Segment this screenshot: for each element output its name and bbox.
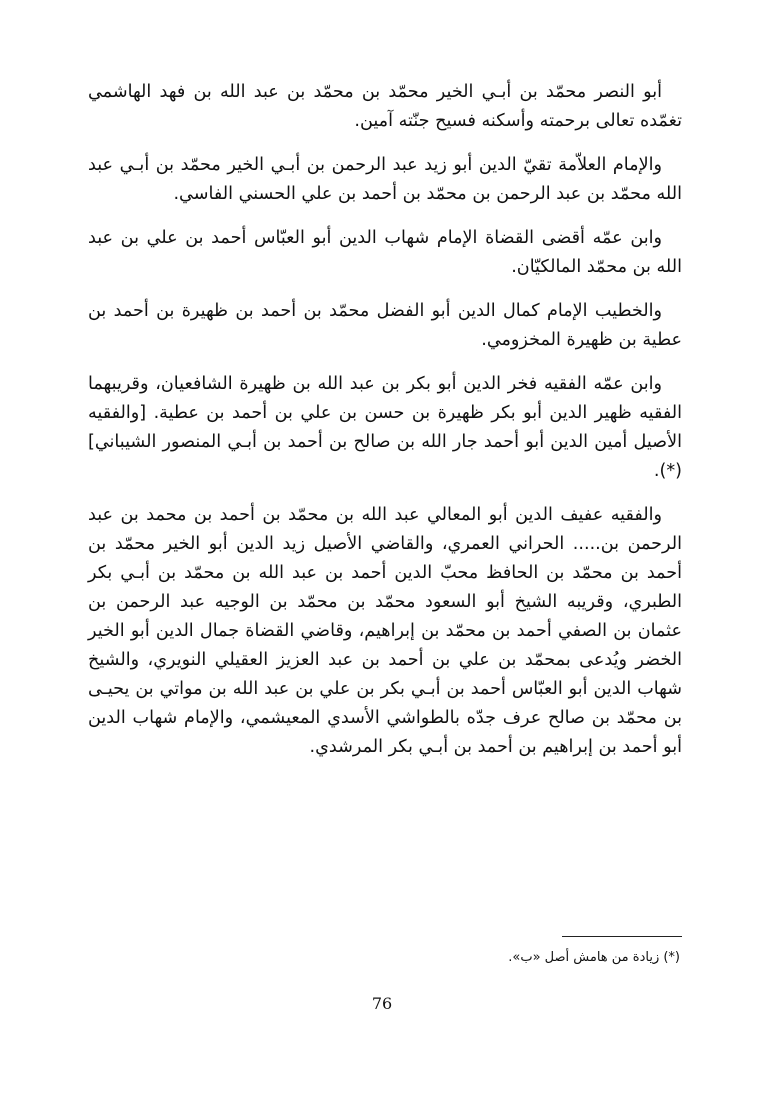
paragraph-5: وابن عمّه الفقيه فخر الدين أبو بكر بن عبد الله بن ظهيرة الشافعيان، وقريبهما الفقيه ظهير الدين أبو بكر ظهيرة بن حسن بن علي بن أحمد بن عطية. [والفقيه الأصيل أمين الدين أبو أحمد جار الله بن صالح بن أحمد بن أبـي المنصور الشيباني](*). <box>88 374 682 481</box>
footnote: (*) زيادة من هامش أصل «ب». <box>508 950 680 965</box>
paragraph-2: والإمام العلاّمة تقيّ الدين أبو زيد عبد الرحمن بن أبـي الخير محمّد بن أبـي عبد الله محمّد بن عبد الرحمن بن محمّد بن أحمد بن علي الحسني الفاسي. <box>88 155 682 204</box>
paragraph-6: والفقيه عفيف الدين أبو المعالي عبد الله بن محمّد بن أحمد بن محمد بن عبد الرحمن بن..... الحراني العمري، والقاضي الأصيل زيد الدين أبو الخير محمّد بن أحمد بن محمّد بن الحافظ محبّ الدين أحمد بن عبد الله بن محمّد بن أبـي بكر الطبري، وقريبه الشيخ أبو السعود محمّد بن محمّد بن الوجيه عبد الرحمن بن عثمان بن الصفي أحمد بن محمّد بن إبراهيم، وقاضي القضاة جمال الدين أبو الخير الخضر ويُدعى بمحمّد بن علي بن أحمد بن عبد العزيز العقيلي النويري، والشيخ شهاب الدين أبو العبّاس أحمد بن أبـي بكر بن علي بن عبد الله بن مواتي بن يحيـى بن محمّد بن صالح عرف جدّه بالطواشي الأسدي المعيشمي، والإمام شهاب الدين أبو أحمد بن إبراهيم بن أحمد بن أبـي بكر المرشدي. <box>88 505 682 757</box>
paragraph-3: وابن عمّه أقضى القضاة الإمام شهاب الدين أبو العبّاس أحمد بن علي بن عبد الله بن محمّد المالكيّان. <box>88 228 682 277</box>
paragraph-1: أبو النصر محمّد بن أبـي الخير محمّد بن محمّد بن عبد الله بن فهد الهاشمي تغمّده تعالى برحمته وأسكنه فسيح جنّته آمين. <box>88 82 682 131</box>
page-number: 76 <box>371 994 393 1013</box>
paragraph-4: والخطيب الإمام كمال الدين أبو الفضل محمّد بن أحمد بن ظهيرة بن أحمد بن عطية بن ظهيرة المخزومي. <box>88 301 682 350</box>
footnote-divider <box>562 936 682 937</box>
main-text <box>88 78 682 762</box>
